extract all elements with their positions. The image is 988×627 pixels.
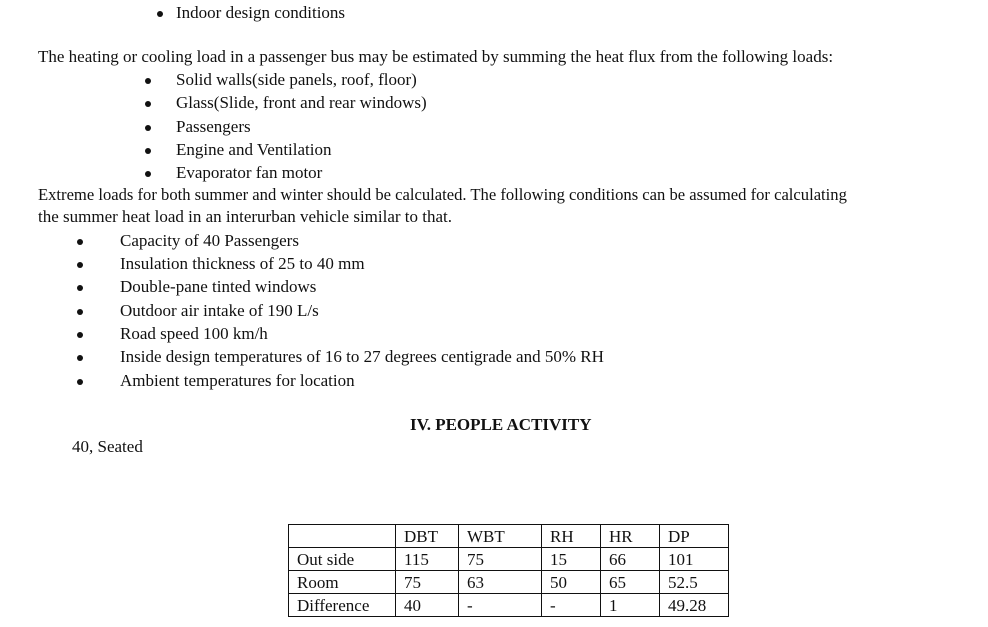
- table-row: [289, 548, 729, 571]
- table-cell: 49.28: [660, 594, 729, 617]
- section-heading: IV. PEOPLE ACTIVITY: [410, 415, 592, 434]
- bullet: [157, 11, 163, 17]
- table-header-row: [289, 525, 729, 548]
- table-cell: 40: [396, 594, 459, 617]
- activity-text: 40, Seated: [72, 437, 143, 456]
- condition-item: Outdoor air intake of 190 L/s: [120, 301, 319, 320]
- extreme-paragraph-line1: Extreme loads for both summer and winter should be calculated. The following conditions can be assumed for calculating: [38, 185, 847, 204]
- conditions-table: [288, 524, 729, 617]
- table-cell: Difference: [289, 594, 396, 617]
- table-cell: 63: [459, 571, 542, 594]
- table-cell: 15: [542, 548, 601, 571]
- table-cell: 1: [601, 594, 660, 617]
- bullet: [77, 355, 83, 361]
- table-cell: 115: [396, 548, 459, 571]
- table-header-cell: HR: [601, 525, 660, 548]
- table-cell: 66: [601, 548, 660, 571]
- condition-item: Insulation thickness of 25 to 40 mm: [120, 254, 365, 273]
- bullet: [145, 101, 151, 107]
- table-cell: 75: [459, 548, 542, 571]
- intro-paragraph: The heating or cooling load in a passenger bus may be estimated by summing the heat flux from the following loads:: [38, 47, 834, 66]
- load-item: Passengers: [176, 117, 251, 136]
- condition-item: Ambient temperatures for location: [120, 371, 355, 390]
- table-cell: -: [542, 594, 601, 617]
- table-header-cell: DP: [660, 525, 729, 548]
- table-cell: 50: [542, 571, 601, 594]
- bullet: [77, 285, 83, 291]
- table-header-cell: RH: [542, 525, 601, 548]
- table-row: [289, 571, 729, 594]
- table-cell: 65: [601, 571, 660, 594]
- bullet: [77, 332, 83, 338]
- table-cell: 75: [396, 571, 459, 594]
- table-cell: -: [459, 594, 542, 617]
- bullet: [145, 125, 151, 131]
- bullet: [145, 171, 151, 177]
- table-header-cell: WBT: [459, 525, 542, 548]
- load-item: Engine and Ventilation: [176, 140, 332, 159]
- top-bullet-text: Indoor design conditions: [176, 3, 346, 22]
- table-header-cell: [289, 525, 396, 548]
- table-header-cell: DBT: [396, 525, 459, 548]
- bullet: [77, 309, 83, 315]
- condition-item: Double-pane tinted windows: [120, 277, 317, 296]
- table-row: [289, 594, 729, 617]
- load-item: Solid walls(side panels, roof, floor): [176, 70, 417, 89]
- table-cell: Out side: [289, 548, 396, 571]
- table-cell: Room: [289, 571, 396, 594]
- condition-item: Capacity of 40 Passengers: [120, 231, 299, 250]
- table-cell: 52.5: [660, 571, 729, 594]
- condition-item: Inside design temperatures of 16 to 27 degrees centigrade and 50% RH: [120, 347, 604, 366]
- extreme-paragraph-line2: the summer heat load in an interurban vehicle similar to that.: [38, 207, 453, 226]
- load-item: Evaporator fan motor: [176, 163, 323, 182]
- bullet: [145, 148, 151, 154]
- load-item: Glass(Slide, front and rear windows): [176, 93, 427, 112]
- bullet: [145, 78, 151, 84]
- bullet: [77, 262, 83, 268]
- condition-item: Road speed 100 km/h: [120, 324, 268, 343]
- table-cell: 101: [660, 548, 729, 571]
- bullet: [77, 379, 83, 385]
- bullet: [77, 239, 83, 245]
